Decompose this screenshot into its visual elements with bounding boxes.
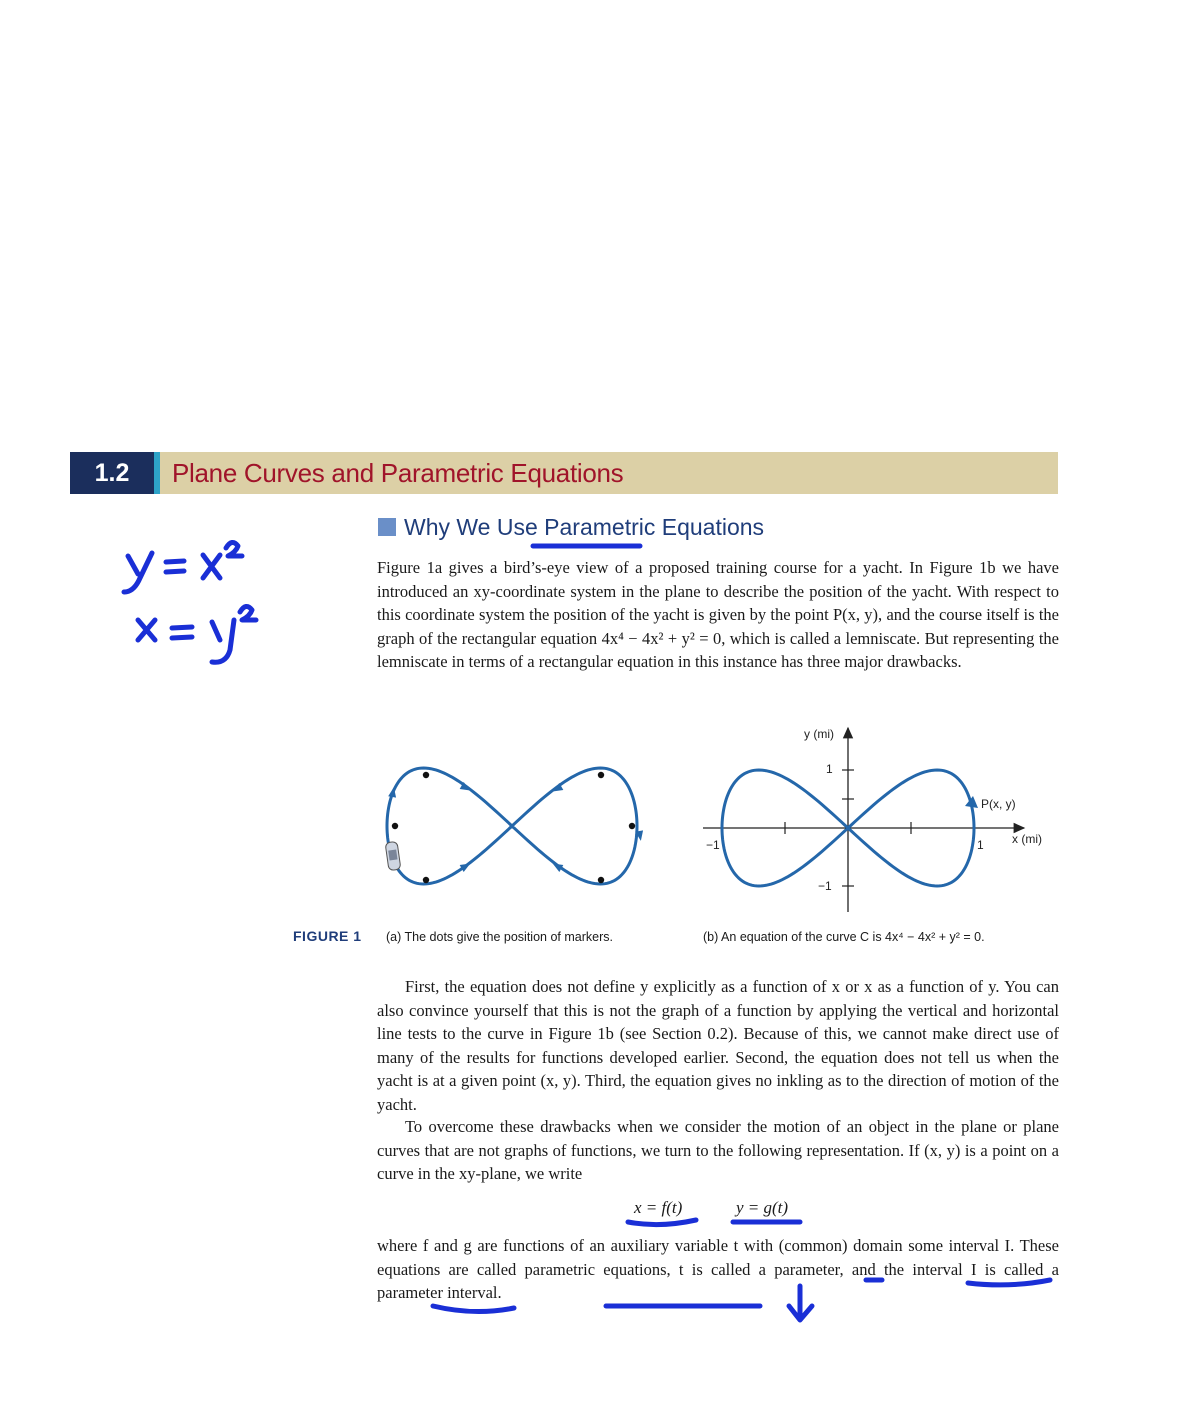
- ink-eq2: [172, 627, 192, 638]
- equation-y: y = g(t): [736, 1198, 789, 1217]
- ink-eq1: [166, 561, 184, 572]
- course-marker: [423, 877, 429, 883]
- tick-label-y-neg: −1: [818, 879, 832, 893]
- section-number: 1.2: [70, 452, 154, 494]
- axis-ticks: [785, 770, 911, 886]
- point-label: P(x, y): [981, 797, 1016, 811]
- subsection-marker-icon: [378, 518, 396, 536]
- x-axis-label: x (mi): [1012, 832, 1042, 846]
- ink-sq1: [226, 542, 242, 556]
- paragraph-definitions: where f and g are functions of an auxiliary variable t with (common) domain some interval I. These equations are called parametric equations, t is called a parameter, and the interval I is called a parameter interval.: [377, 1236, 1059, 1302]
- section-header-separator: [154, 452, 160, 494]
- figure-label: FIGURE 1: [293, 928, 362, 944]
- course-arrows: [388, 782, 645, 872]
- equation-x: x = f(t): [634, 1198, 683, 1217]
- course-marker: [598, 772, 604, 778]
- ink-underline-interval: [433, 1306, 514, 1312]
- course-direction-arrow: [551, 783, 564, 795]
- subsection-title: Why We Use Parametric Equations: [404, 514, 765, 540]
- paragraph-representation: To overcome these drawbacks when we consider the motion of an object in the plane or plane curves that are not graphs of functions, we turn to the following representation. If (x, y) is a point on a curve in the xy-plane, we write: [377, 1117, 1059, 1183]
- tick-label-y-pos: 1: [826, 762, 833, 776]
- figure-caption-a: (a) The dots give the position of markers.: [386, 930, 613, 944]
- course-markers: [392, 772, 635, 883]
- yacht-icon: [385, 841, 401, 870]
- tick-label-x-neg: −1: [706, 838, 720, 852]
- ink-underline-x-eq: [628, 1220, 696, 1225]
- course-direction-arrow: [635, 830, 645, 841]
- section-title: Plane Curves and Parametric Equations: [172, 458, 624, 488]
- tick-label-x-pos: 1: [977, 838, 984, 852]
- ink-y1: [124, 553, 152, 592]
- course-marker: [629, 823, 635, 829]
- lemniscate-curve: [722, 770, 974, 886]
- course-direction-arrow: [388, 786, 398, 797]
- course-marker: [392, 823, 398, 829]
- course-direction-arrow: [460, 860, 473, 872]
- course-direction-arrow: [460, 782, 473, 794]
- course-direction-arrow: [551, 860, 564, 872]
- point-direction-arrow: [965, 796, 978, 808]
- figure-caption-b: (b) An equation of the curve C is 4x⁴ − 4x² + y² = 0.: [703, 930, 985, 944]
- course-marker: [423, 772, 429, 778]
- ink-y2: [212, 620, 234, 662]
- y-axis-label: y (mi): [804, 727, 834, 741]
- paragraph-intro: Figure 1a gives a bird’s-eye view of a proposed training course for a yacht. In Figure 1b we have introduced an xy-coordinate system in the plane to describe the position of the yacht. With respect to this coordinate system the position of the yacht is given by the point P(x, y), and the course itself is the graph of the rectangular equation 4x⁴ − 4x² + y² = 0, which is called a lemniscate. But representing the lemniscate in terms of a rectangular equation in this instance has three major drawbacks.: [377, 558, 1059, 671]
- ink-sq2: [240, 606, 256, 620]
- course-curve: [387, 768, 637, 884]
- ink-x1: [203, 555, 220, 578]
- ink-x2: [138, 620, 155, 640]
- paragraph-drawbacks: First, the equation does not define y explicitly as a function of x or x as a function of y. You can also convince yourself that this is not the graph of a function by applying the vertical and horizontal line tests to the curve in Figure 1b (see Section 0.2). Because of this, we cannot make direct use of many of the results for functions developed earlier. Second, the equation does not tell us when the yacht is at a given point (x, y). Third, the equation gives no inkling as to the direction of motion of the yacht.: [377, 977, 1059, 1114]
- course-marker: [598, 877, 604, 883]
